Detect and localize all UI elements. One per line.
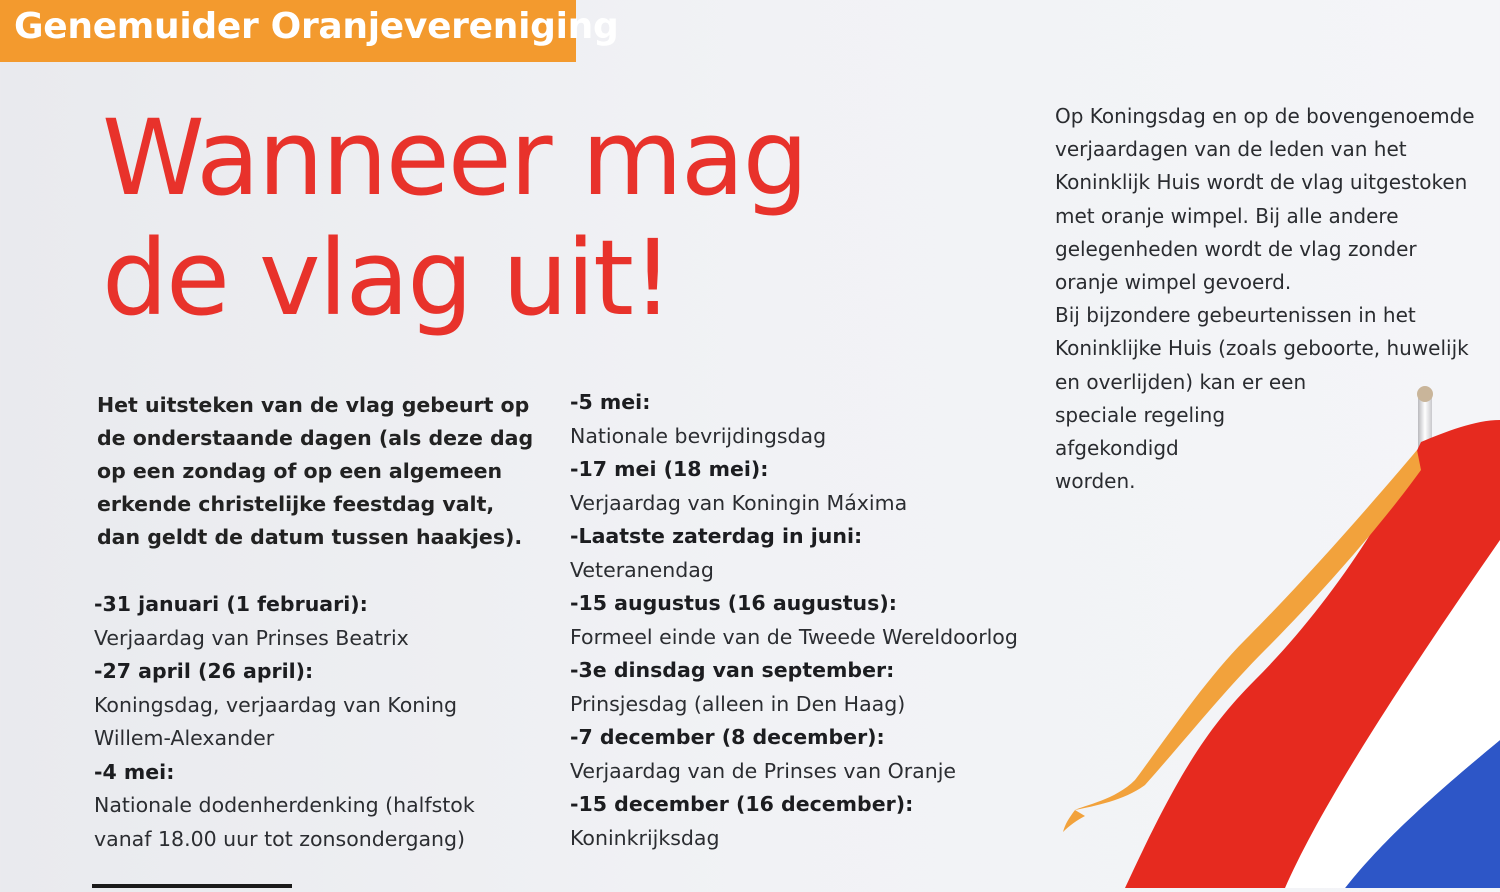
date-entry (570, 654, 1030, 721)
orange-pennant-tip (1063, 810, 1085, 832)
entry-date: -Laatste zaterdag in juni: (570, 524, 863, 548)
headline-line-1: Wanneer mag (102, 97, 807, 219)
side-text-line: Koninklijke Huis (zoals geboorte, huwelijk (1055, 336, 1469, 361)
entry-description: Verjaardag van Prinses Beatrix (94, 625, 409, 650)
entry-description: Verjaardag van de Prinses van Oranje (570, 758, 957, 783)
date-entry (94, 655, 534, 756)
date-entry (570, 788, 1030, 855)
side-text-line: speciale regeling (1055, 402, 1226, 427)
side-text-line: Op Koningsdag en op de bovengenoemde (1055, 104, 1475, 128)
entry-description: Prinsjesdag (alleen in Den Haag) (570, 691, 906, 716)
side-text-line: Bij bijzondere gebeurtenissen in het (1055, 303, 1416, 328)
entry-date: -31 januari (1 februari): (94, 592, 368, 616)
headline-line-2: de vlag uit! (102, 217, 672, 339)
entry-date: -4 mei: (94, 759, 175, 784)
date-entry (570, 587, 1030, 654)
side-text-line: worden. (1055, 469, 1136, 494)
entry-description: Veteranendag (570, 557, 714, 582)
side-text-line: met oranje wimpel. Bij alle andere (1055, 203, 1399, 228)
entry-date: -7 december (8 december): (570, 725, 885, 749)
entry-date: -17 mei (18 mei): (570, 457, 769, 481)
dates-column-2 (570, 386, 1030, 855)
entry-description: Nationale dodenherdenking (halfstok (94, 793, 475, 817)
bottom-rule (92, 884, 292, 888)
entry-date: -15 december (16 december): (570, 792, 914, 816)
entry-date: -15 augustus (16 augustus): (570, 591, 897, 615)
entry-date: -3e dinsdag van september: (570, 658, 895, 682)
entry-description: Formeel einde van de Tweede Wereldoorlog (570, 624, 1018, 649)
side-text-line: verjaardagen van de leden van het (1055, 137, 1407, 162)
dutch-flag-with-orange-pennant-icon (1055, 380, 1500, 888)
date-entry (570, 453, 1030, 520)
entry-description: Nationale bevrijdingsdag (570, 423, 827, 448)
side-text-line: afgekondigd (1055, 436, 1179, 461)
entry-description: vanaf 18.00 uur tot zonsondergang) (94, 826, 466, 851)
date-entry (94, 756, 534, 857)
side-text-line: en overlijden) kan er een (1055, 369, 1307, 394)
magazine-header-title: Genemuider Oranjevereniging (14, 6, 619, 47)
entry-date: -5 mei: (570, 390, 651, 414)
date-entry (94, 588, 534, 655)
entry-description: Koningsdag, verjaardag van Koning (94, 692, 457, 717)
entry-date: -27 april (26 april): (94, 659, 314, 683)
side-text-line: oranje wimpel gevoerd. (1055, 270, 1292, 295)
side-text-line: gelegenheden wordt de vlag zonder (1055, 236, 1417, 261)
date-entry (570, 721, 1030, 788)
flagpole-finial (1417, 386, 1433, 402)
date-entry (570, 520, 1030, 587)
intro-paragraph: Het uitsteken van de vlag gebeurt op de onderstaande dagen (als deze dag op een zondag of op een algemeen erkende christelijke feestdag valt, dan geldt de datum tussen haakjes). (97, 393, 534, 549)
side-text-line: Koninklijk Huis wordt de vlag uitgestoken (1055, 170, 1468, 195)
entry-description: Koninkrijksdag (570, 825, 720, 850)
dates-column-1 (94, 588, 534, 856)
date-entry (570, 386, 1030, 453)
page-headline (102, 98, 807, 338)
entry-description: Verjaardag van Koningin Máxima (570, 490, 908, 515)
entry-description: Willem-Alexander (94, 726, 275, 750)
